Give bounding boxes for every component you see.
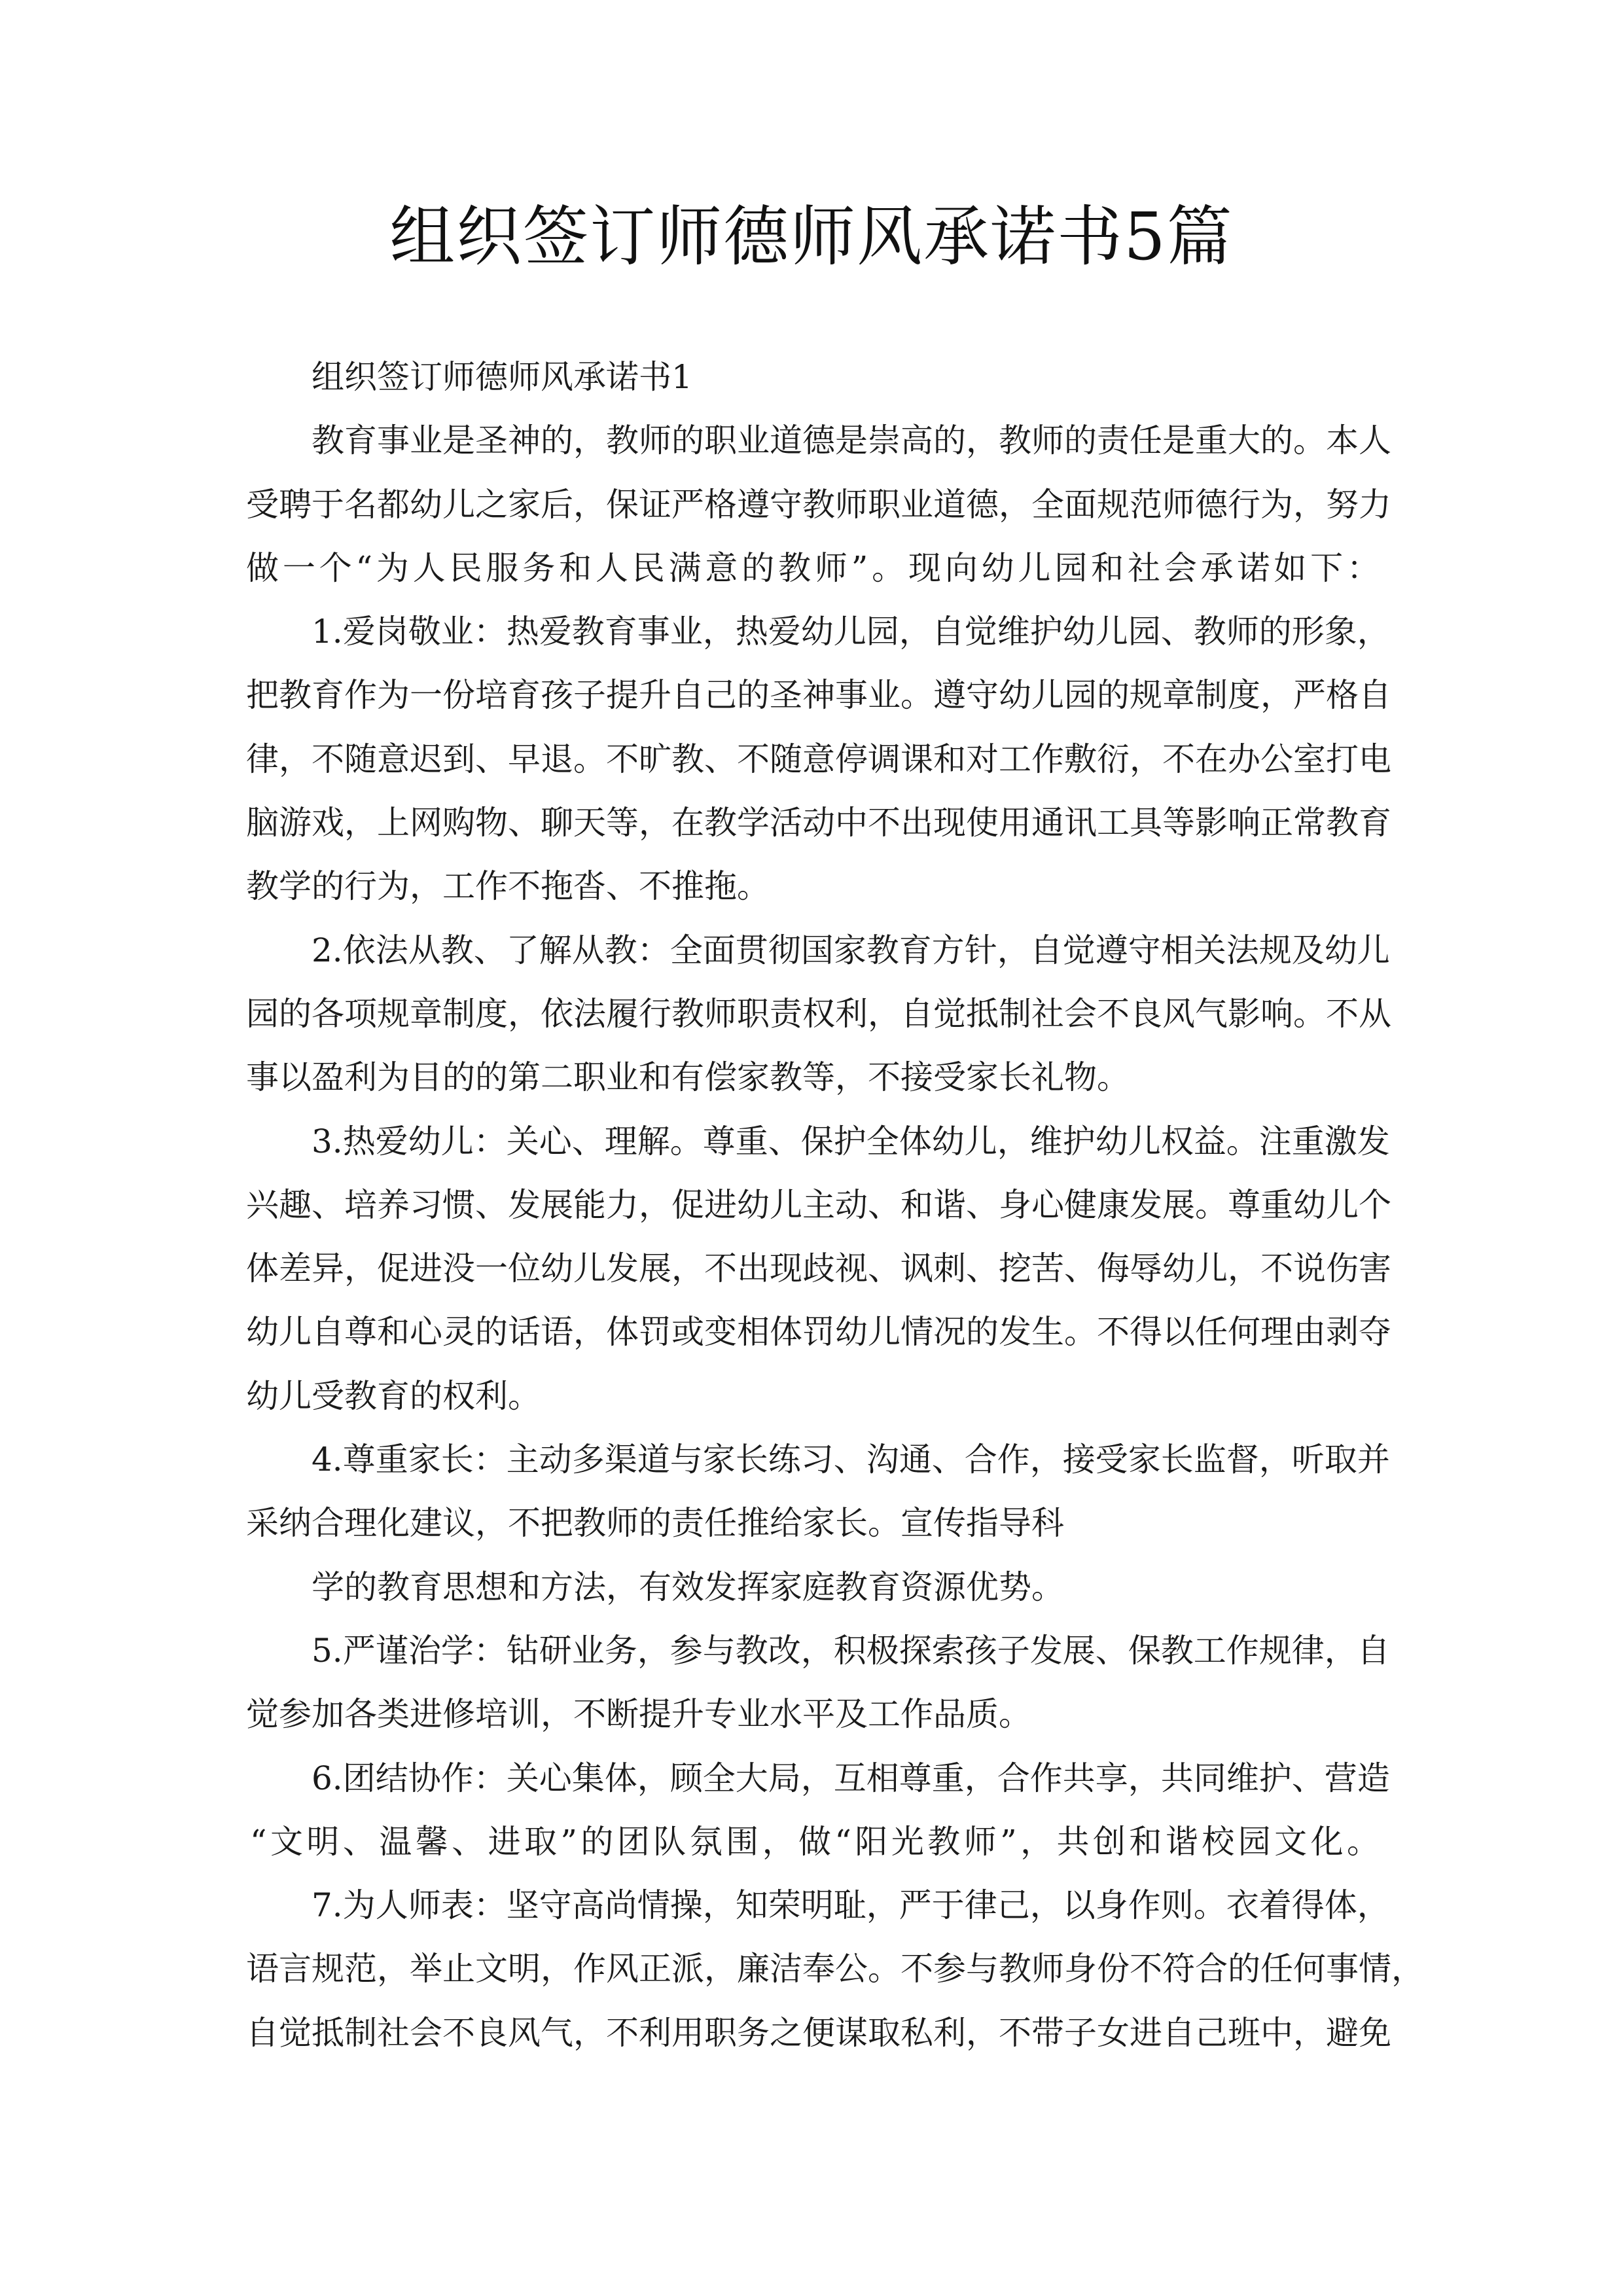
paragraph	[246, 1747, 1390, 1874]
paragraph	[246, 1619, 1390, 1747]
text-line: 做一个“为人民服务和人民满意的教师”。现向幼儿园和社会承诺如下：	[246, 548, 1380, 587]
text-line: 7.为人师表：坚守高尚情操，知荣明耻，严于律己，以身作则。衣着得体，	[312, 1886, 1390, 1925]
text-line: 自觉抵制社会不良风气，不利用职务之便谋取私利，不带子女进自己班中，避免	[246, 2013, 1391, 2052]
section-heading	[246, 346, 1380, 409]
text-line: 园的各项规章制度，依法履行教师职责权利，自觉抵制社会不良风气影响。不从	[246, 994, 1391, 1033]
text-line: 3.热爱幼儿：关心、理解。尊重、保护全体幼儿，维护幼儿权益。注重激发	[312, 1122, 1390, 1160]
paragraph	[246, 1874, 1424, 2065]
text-line: 体差异，促进没一位幼儿发展，不出现歧视、讽刺、挖苦、侮辱幼儿，不说伤害	[246, 1249, 1391, 1288]
paragraph	[246, 600, 1391, 918]
document-body	[246, 346, 1424, 2065]
paragraph	[246, 409, 1391, 600]
text-line: 教育事业是圣神的，教师的职业道德是崇高的，教师的责任是重大的。本人	[312, 422, 1391, 460]
text-line: 采纳合理化建议，不把教师的责任推给家长。宣传指导科	[246, 1504, 1064, 1543]
text-line: 2.依法从教、了解从教：全面贯彻国家教育方针，自觉遵守相关法规及幼儿	[312, 931, 1390, 969]
text-line: 幼儿自尊和心灵的话语，体罚或变相体罚幼儿情况的发生。不得以任何理由剥夺	[246, 1313, 1391, 1352]
paragraph	[246, 1428, 1390, 1556]
text-line: 律，不随意迟到、早退。不旷教、不随意停调课和对工作敷衍，不在办公室打电	[246, 740, 1391, 778]
text-line: 1.爱岗敬业：热爱教育事业，热爱幼儿园，自觉维护幼儿园、教师的形象，	[312, 613, 1390, 651]
paragraph	[246, 919, 1391, 1110]
text-line: 把教育作为一份培育孩子提升自己的圣神事业。遵守幼儿园的规章制度，严格自	[246, 676, 1391, 715]
paragraph	[246, 1110, 1391, 1428]
text-line: 5.严谨治学：钻研业务，参与教改，积极探索孩子发展、保教工作规律，自	[312, 1631, 1390, 1670]
text-line: 6.团结协作：关心集体，顾全大局，互相尊重，合作共享，共同维护、营造	[312, 1759, 1390, 1797]
text-line: “文明、温馨、进取”的团队氛围，做“阳光教师”，共创和谐校园文化。	[250, 1822, 1380, 1861]
text-line: 组织签订师德师风承诺书1	[312, 358, 692, 396]
paragraph	[246, 1556, 1380, 1619]
text-line: 脑游戏，上网购物、聊天等，在教学活动中不出现使用通讯工具等影响正常教育	[246, 804, 1391, 842]
text-line: 学的教育思想和方法，有效发挥家庭教育资源优势。	[312, 1568, 1064, 1606]
text-line: 觉参加各类进修培训，不断提升专业水平及工作品质。	[246, 1695, 1031, 1734]
document-title: 组织签订师德师风承诺书5篇	[389, 198, 1234, 275]
text-line: 幼儿受教育的权利。	[246, 1376, 541, 1415]
text-line: 4.尊重家长：主动多渠道与家长练习、沟通、合作，接受家长监督，听取并	[312, 1441, 1390, 1479]
text-line: 语言规范，举止文明，作风正派，廉洁奉公。不参与教师身份不符合的任何事情，	[246, 1950, 1424, 1988]
text-line: 教学的行为，工作不拖沓、不推拖。	[246, 867, 770, 906]
text-line: 兴趣、培养习惯、发展能力，促进幼儿主动、和谐、身心健康发展。尊重幼儿个	[246, 1185, 1391, 1224]
text-line: 受聘于名都幼儿之家后，保证严格遵守教师职业道德，全面规范师德行为，努力	[246, 485, 1391, 524]
text-line: 事以盈利为目的的第二职业和有偿家教等，不接受家长礼物。	[246, 1058, 1130, 1097]
